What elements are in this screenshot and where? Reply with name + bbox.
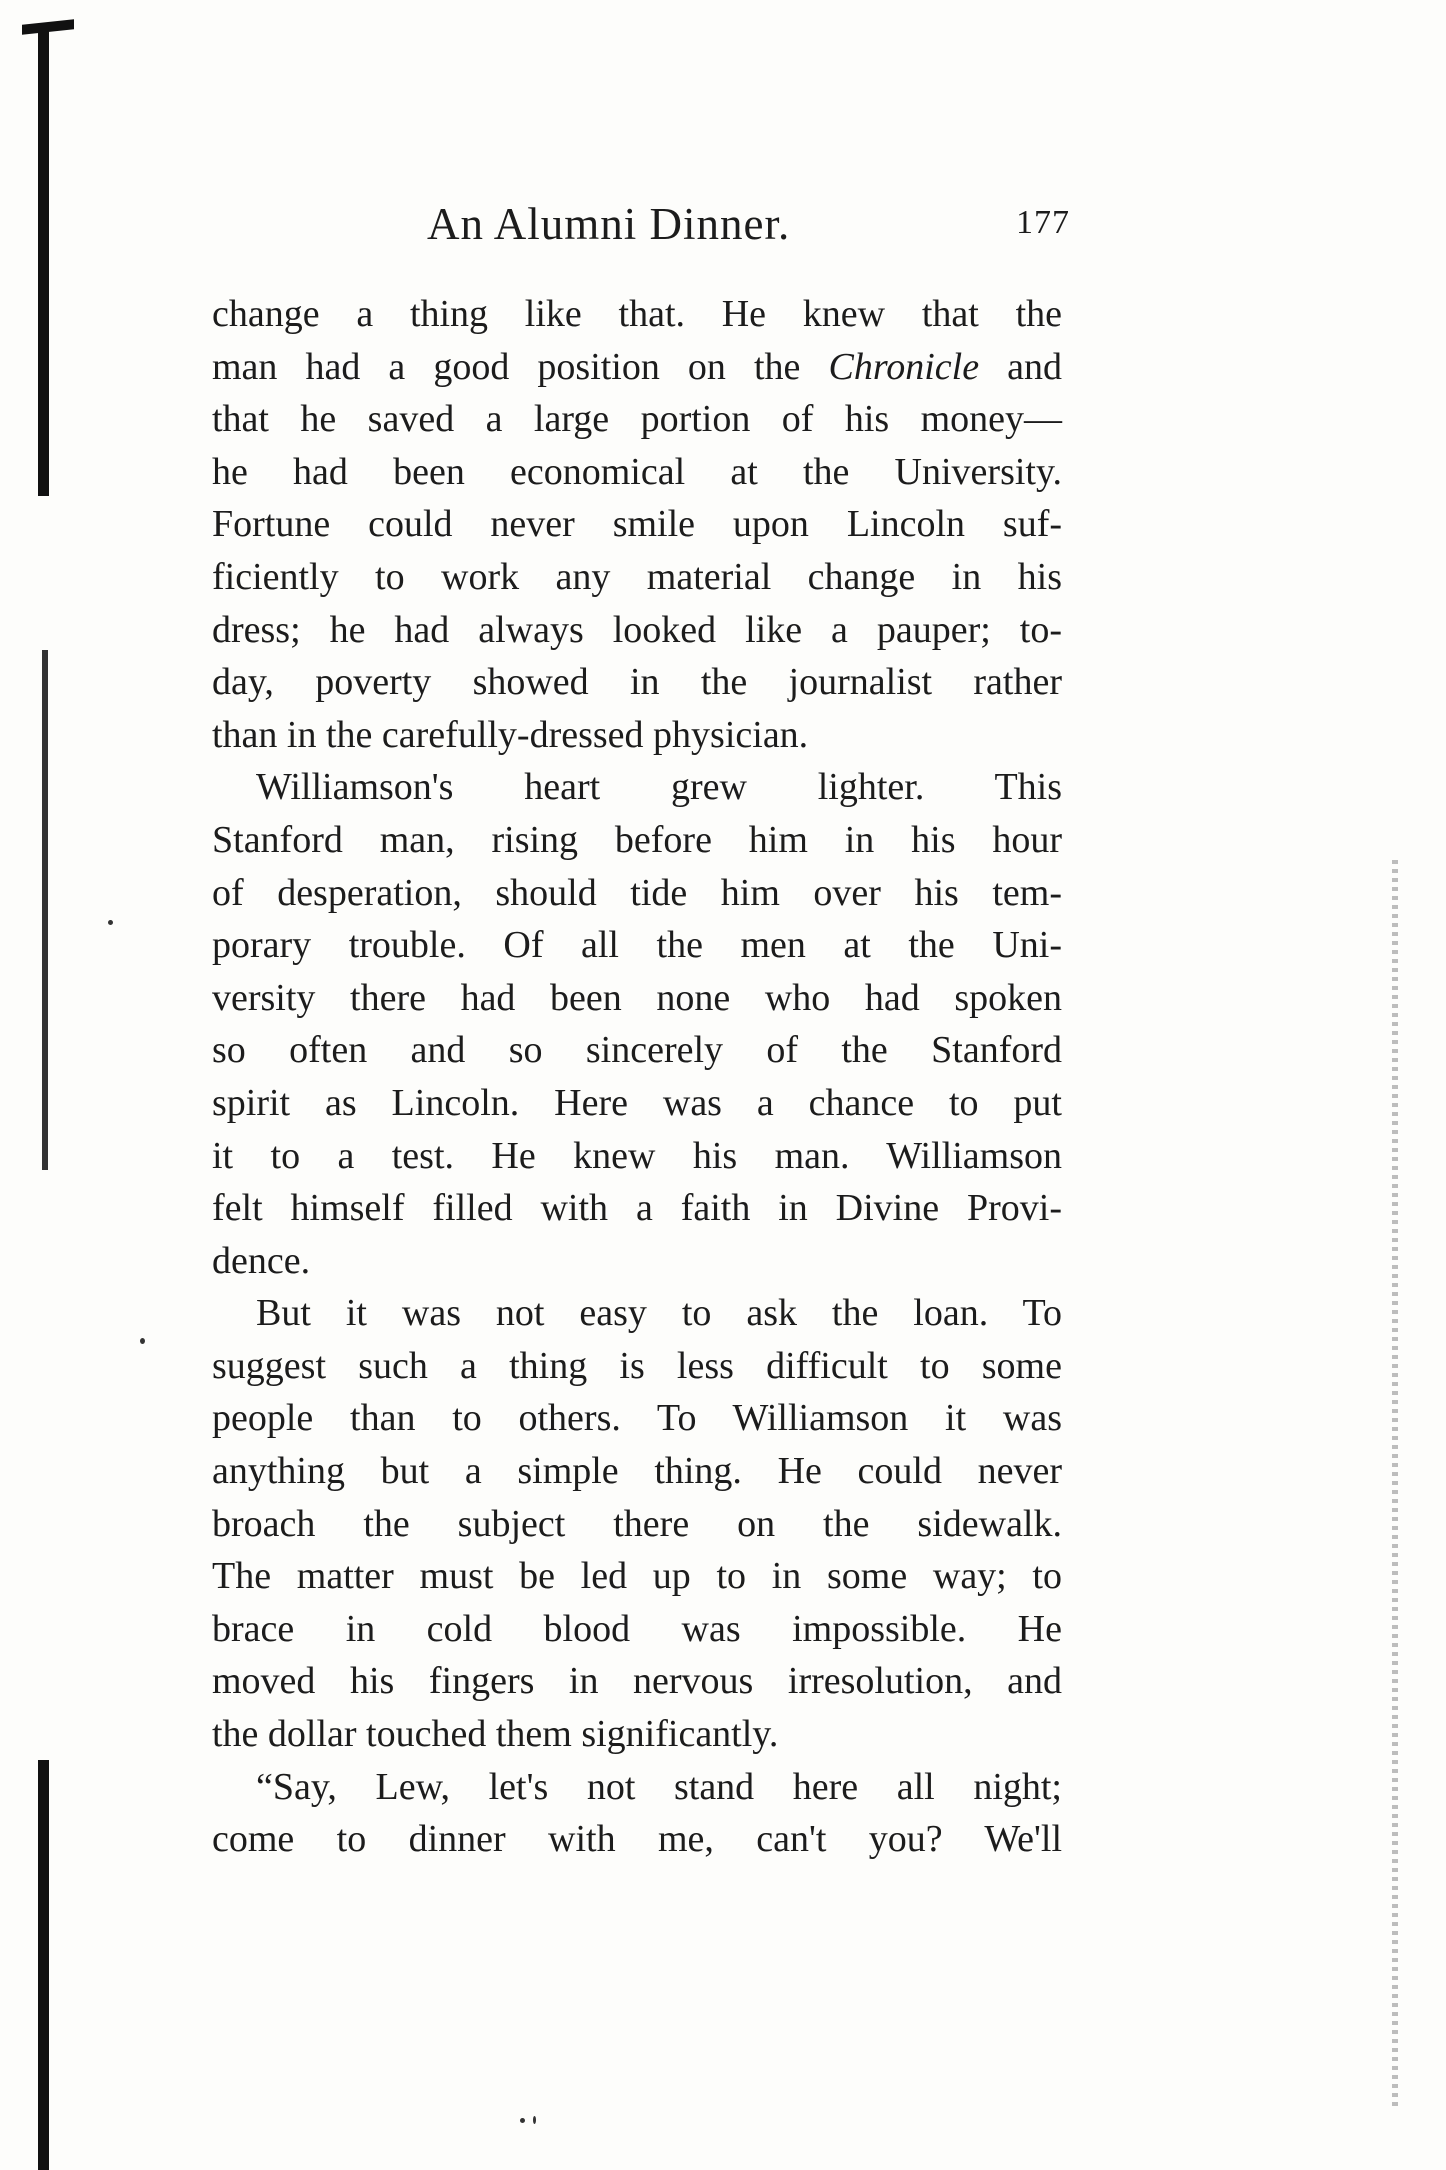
- ink-speck: [140, 1338, 145, 1344]
- text-line: versity there had been none who had spoken: [212, 976, 1062, 1019]
- publication-name: Chronicle: [828, 345, 980, 388]
- text-line: spirit as Lincoln. Here was a chance to put: [212, 1081, 1062, 1124]
- text-line: come to dinner with me, can't you? We'll: [212, 1818, 1062, 1861]
- text-line: the dollar touched them significantly.: [212, 1713, 779, 1756]
- running-title: An Alumni Dinner.: [427, 199, 791, 249]
- text-line: The matter must be led up to in some way; to: [212, 1555, 1062, 1598]
- text-line: it to a test. He knew his man. Williamson: [212, 1134, 1062, 1177]
- scan-edge-shadow: [38, 1760, 49, 2170]
- text-line: “Say, Lew, let's not stand here all night;: [256, 1765, 1062, 1808]
- text-line: people than to others. To Williamson it was: [212, 1397, 1062, 1440]
- ink-speck: [108, 920, 113, 925]
- text-line: ficiently to work any material change in his: [212, 555, 1062, 598]
- text-line: dence.: [212, 1239, 311, 1282]
- text-line: that he saved a large portion of his money—: [212, 398, 1062, 441]
- text-line: than in the carefully-dressed physician.: [212, 713, 809, 756]
- text-line: dress; he had always looked like a pauper; to-: [212, 608, 1062, 651]
- text-line: porary trouble. Of all the men at the Uni-: [212, 924, 1062, 967]
- text-line: Fortune could never smile upon Lincoln suf-: [212, 503, 1062, 546]
- scan-edge-shadow-right: [1392, 860, 1398, 2110]
- text-line: he had been economical at the University.: [212, 450, 1062, 493]
- scan-edge-shadow: [42, 650, 48, 1170]
- text-line: moved his fingers in nervous irresolution, and: [212, 1660, 1062, 1703]
- running-header: [212, 198, 1070, 258]
- text-line: man had a good position on the Chronicle and: [212, 345, 1062, 388]
- body-text: [212, 288, 1062, 1866]
- ink-speck: [533, 2116, 536, 2124]
- text-line: brace in cold blood was impossible. He: [212, 1607, 1062, 1650]
- text-line: broach the subject there on the sidewalk.: [212, 1502, 1062, 1545]
- ink-speck: [520, 2118, 525, 2123]
- text-line: suggest such a thing is less difficult to some: [212, 1344, 1062, 1387]
- page-number: 177: [1016, 204, 1070, 241]
- text-line: day, poverty showed in the journalist rather: [212, 661, 1062, 704]
- text-line: Stanford man, rising before him in his hour: [212, 818, 1062, 861]
- text-line: Williamson's heart grew lighter. This: [256, 766, 1062, 809]
- text-line: anything but a simple thing. He could never: [212, 1450, 1062, 1493]
- text-line: But it was not easy to ask the loan. To: [256, 1292, 1062, 1335]
- text-line: felt himself filled with a faith in Divine Provi-: [212, 1187, 1062, 1230]
- scan-edge-shadow: [38, 26, 49, 496]
- text-line: of desperation, should tide him over his tem-: [212, 871, 1062, 914]
- text-line: so often and so sincerely of the Stanford: [212, 1029, 1062, 1072]
- text-line: change a thing like that. He knew that the: [212, 293, 1062, 335]
